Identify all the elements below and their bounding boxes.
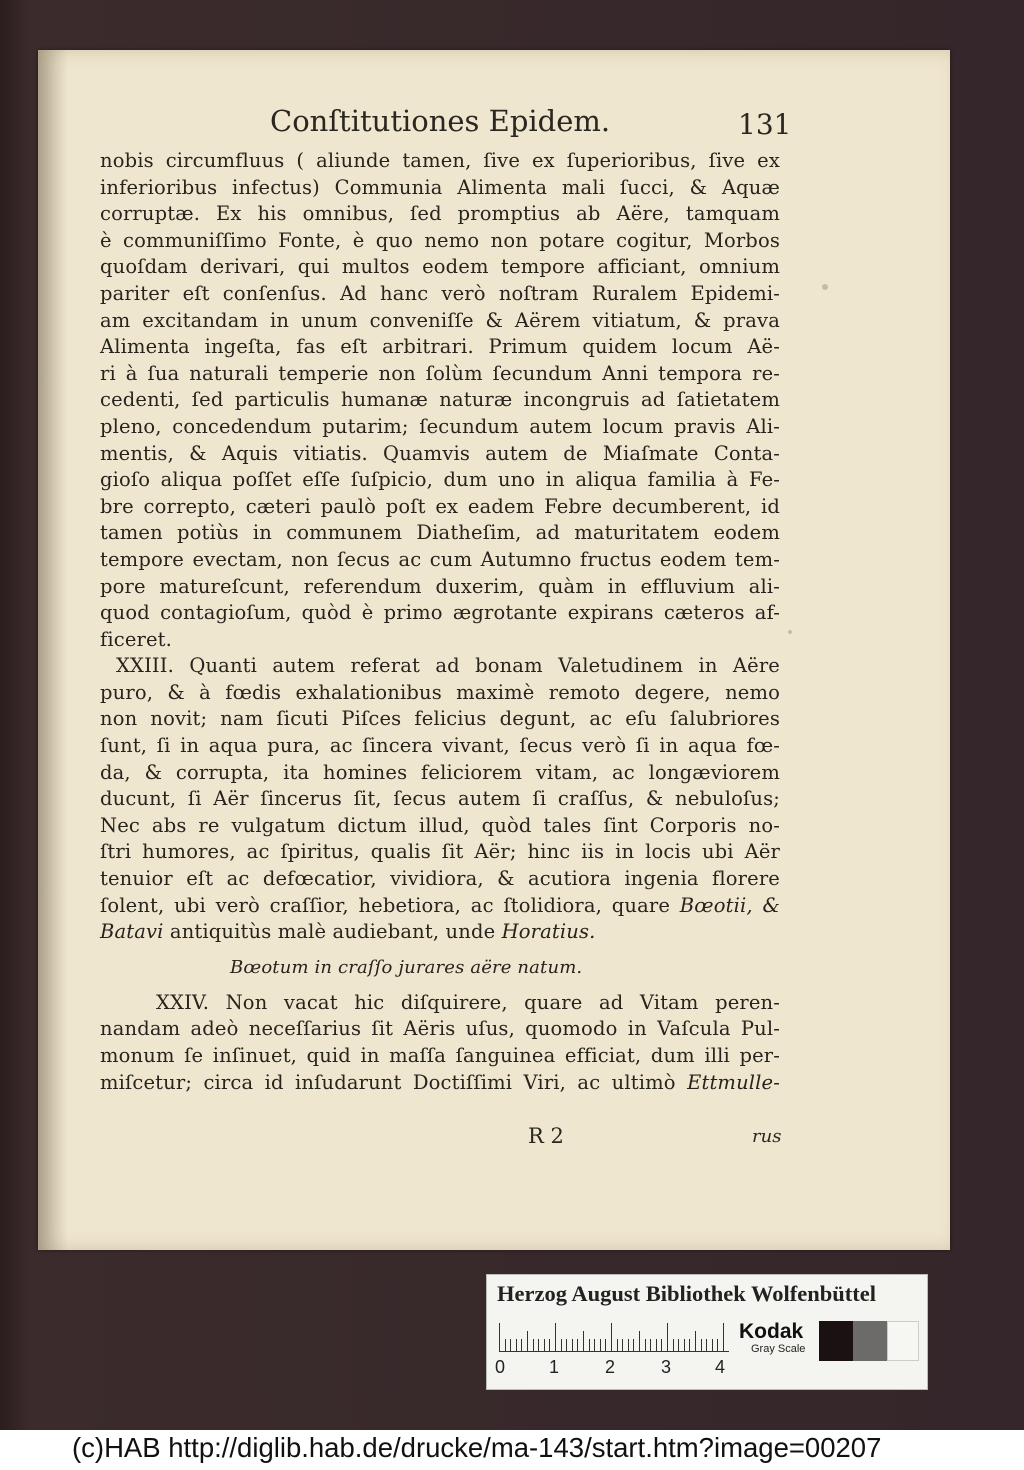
quotation: Bœotum in craſſo jurares aëre natum. <box>230 956 583 978</box>
kodak-logo: Kodak <box>739 1320 804 1343</box>
ruler-tick <box>505 1339 506 1351</box>
ruler-tick <box>605 1339 606 1351</box>
ruler-label-1: 1 <box>549 1357 560 1377</box>
text-line: bre correpto, cæteri paulò poſt ex eadem Febre decumberent, id <box>100 494 780 518</box>
kodak-label <box>739 1321 815 1361</box>
gray-swatch-dark <box>853 1321 887 1361</box>
ruler-tick <box>712 1339 713 1351</box>
text-line <box>100 893 780 920</box>
ruler-tick <box>510 1339 511 1351</box>
ruler-tick <box>617 1339 618 1351</box>
ruler-tick <box>695 1331 696 1351</box>
text-line: inferioribus infectus) Communia Alimenta mali ſucci, & Aquæ <box>100 175 780 199</box>
ruler-label-0: 0 <box>495 1357 506 1377</box>
ruler-tick <box>723 1323 724 1351</box>
text-line: ri à ſua naturali temperie non ſolùm ſecundum Anni tempora re- <box>100 361 780 385</box>
ruler-tick <box>673 1339 674 1351</box>
text-line: pleno, concedendum putarim; ſecundum autem locum pravis Ali- <box>100 414 780 438</box>
text-line: quod contagioſum, quòd è primo ægrotante expirans cæteros af- <box>100 601 780 625</box>
text-line: XXIII. Quanti autem referat ad bonam Valetudinem in Aëre <box>116 654 780 678</box>
paragraph-xxii-continued <box>100 148 780 653</box>
ruler-label-4: 4 <box>715 1357 726 1377</box>
ruler-tick <box>549 1339 550 1351</box>
ruler-tick <box>661 1339 662 1351</box>
page-number: 131 <box>738 108 792 141</box>
gray-swatch-black <box>819 1321 853 1361</box>
ruler-tick <box>717 1339 718 1351</box>
ruler-tick <box>600 1339 601 1351</box>
paragraph-xxiv <box>100 990 780 1070</box>
ruler-tick <box>566 1339 567 1351</box>
ruler-tick <box>684 1339 685 1351</box>
ruler-tick <box>650 1339 651 1351</box>
ruler-tick <box>645 1339 646 1351</box>
ruler-tick <box>689 1339 690 1351</box>
text-line: ficeret. <box>100 627 173 651</box>
text-line: da, & corrupta, ita homines feliciorem vitam, ac longæviorem <box>100 760 780 784</box>
text-line: pariter eſt conſenſus. Ad hanc verò noſtram Ruralem Epidemi- <box>100 281 780 305</box>
ruler-tick <box>633 1339 634 1351</box>
ruler-tick <box>678 1339 679 1351</box>
ruler-tick <box>706 1339 707 1351</box>
measurement-ruler <box>499 1321 729 1352</box>
ink-spot <box>822 284 828 290</box>
text-line: corruptæ. Ex his omnibus, ſed promptius ab Aëre, tamquam <box>100 202 780 226</box>
ruler-tick <box>701 1339 702 1351</box>
ruler-tick <box>555 1323 556 1351</box>
text-line: ſtri humores, ac ſpiritus, qualis ſit Aër; hinc iis in locis ubi Aër <box>100 840 780 864</box>
text-line: puro, & à fœdis exhalationibus maximè remoto degere, nemo <box>100 680 780 704</box>
ruler-tick <box>639 1331 640 1351</box>
body-text <box>100 148 780 1096</box>
text-line: gioſo aliqua poſſet eſſe ſuſpicio, dum uno in aliqua familia à Fe- <box>100 468 780 492</box>
text-line: tenuior eſt ac defœcatior, vividiora, & acutiora ingenia florere <box>100 867 780 891</box>
running-title: Conſtitutiones Epidem. <box>270 104 611 138</box>
ink-spot <box>788 630 792 634</box>
ruler-tick <box>583 1331 584 1351</box>
text-line: miſcetur; circa id inſudarunt Doctiſſimi Viri, ac ultimò Ettmulle- <box>100 1070 780 1094</box>
ruler-tick <box>561 1339 562 1351</box>
text-line: cedenti, ſed particulis humanæ naturæ incongruis ad ſatietatem <box>100 388 780 412</box>
text-line: pore matureſcunt, referendum duxerim, quàm in effluvium ali- <box>100 574 780 598</box>
ruler-tick <box>572 1339 573 1351</box>
ruler-tick <box>589 1339 590 1351</box>
text-line: non novit; nam ſicuti Piſces felicius degunt, ac eſu ſalubriores <box>100 707 780 731</box>
ruler-tick <box>521 1339 522 1351</box>
ruler-label-2: 2 <box>605 1357 616 1377</box>
ruler-tick <box>656 1339 657 1351</box>
text-line: nobis circumfluus ( aliunde tamen, ſive ex ſuperioribus, ſive ex <box>100 149 780 172</box>
text-fragment: ſolent, ubi verò craſſior, hebetiora, ac ſtolidiora, quare <box>100 893 671 917</box>
gray-swatch-white <box>887 1321 919 1361</box>
text-line: tempore evectam, non ſecus ac cum Autumno fructus eodem tem- <box>100 547 780 571</box>
text-line: quoſdam derivari, qui multos eodem tempore afficiant, omnium <box>100 255 780 279</box>
ruler-tick <box>611 1323 612 1351</box>
text-fragment-italic: Bœotii, & <box>679 893 780 917</box>
library-name: Herzog August Bibliothek Wolfenbüttel <box>497 1281 876 1306</box>
gray-scale-label: Gray Scale <box>751 1343 806 1355</box>
text-line: nandam adeò neceſſarius ſit Aëris uſus, quomodo in Vaſcula Pul- <box>100 1017 780 1041</box>
ruler-label-3: 3 <box>661 1357 672 1377</box>
ruler-tick <box>594 1339 595 1351</box>
gutter-shadow <box>38 50 68 1250</box>
text-line: Alimenta ingeſta, fas eſt arbitrari. Primum quidem locum Aë- <box>100 335 780 359</box>
ruler-tick <box>538 1339 539 1351</box>
text-line: am excitandam in unum conveniſſe & Aërem vitiatum, & prava <box>100 308 780 332</box>
ruler-tick <box>499 1323 500 1351</box>
text-line: Batavi antiquitùs malè audiebant, unde Horatius. <box>100 920 596 944</box>
text-line: XXIV. Non vacat hic diſquirere, quare ad Vitam peren- <box>156 990 780 1014</box>
ruler-tick <box>533 1339 534 1351</box>
ruler-tick <box>628 1339 629 1351</box>
library-color-card <box>486 1274 928 1390</box>
source-url: (c)HAB http://diglib.hab.de/drucke/ma-143/start.htm?image=00207 <box>72 1432 882 1463</box>
text-line: Nec abs re vulgatum dictum illud, quòd tales ſint Corporis no- <box>100 813 780 837</box>
text-line: ducunt, ſi Aër ſincerus ſit, ſecus autem ſi craſſus, & nebuloſus; <box>100 787 780 811</box>
paragraph-xxiii <box>100 653 780 919</box>
catchword: rus <box>752 1126 782 1147</box>
text-line: monum ſe inſinuet, quid in maſſa ſanguinea efficiat, dum illi per- <box>100 1044 780 1067</box>
signature-mark: R 2 <box>528 1124 564 1148</box>
ruler-tick <box>577 1339 578 1351</box>
ruler-tick <box>544 1339 545 1351</box>
ruler-tick <box>516 1339 517 1351</box>
text-line: ſunt, ſi in aqua pura, ac ſincera vivant, ſecus verò ſi in aqua fœ- <box>100 734 780 758</box>
text-line: tamen potiùs in communem Diatheſim, ad maturitatem eodem <box>100 521 780 545</box>
ruler-tick <box>667 1323 668 1351</box>
ruler-tick <box>527 1331 528 1351</box>
text-line: è communiſſimo Fonte, è quo nemo non potare cogitur, Morbos <box>100 228 780 252</box>
text-line: mentis, & Aquis vitiatis. Quamvis autem de Miaſmate Conta- <box>100 441 780 465</box>
ruler-tick <box>622 1339 623 1351</box>
